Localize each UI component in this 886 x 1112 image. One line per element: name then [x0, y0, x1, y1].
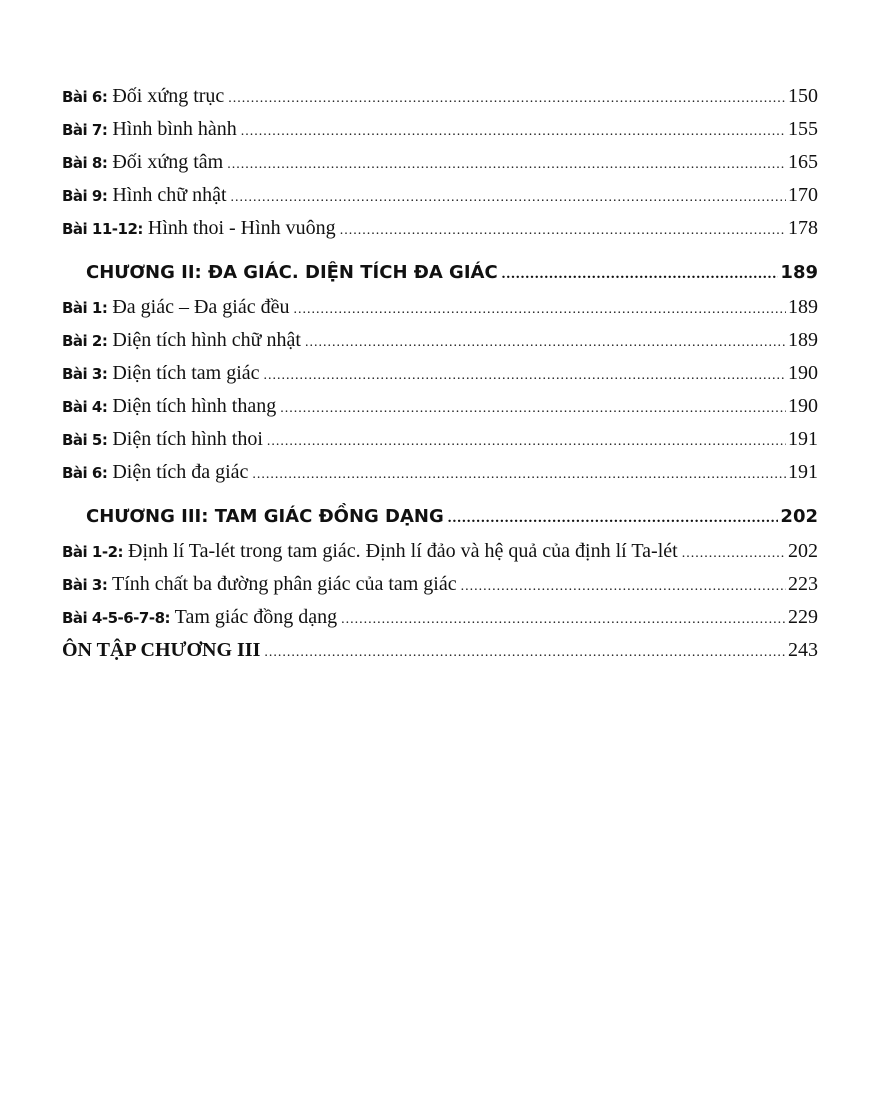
dot-leader	[231, 181, 786, 214]
page-number: 189	[780, 262, 818, 283]
page-number: 178	[788, 217, 818, 239]
lesson-number: Bài 3:	[62, 365, 108, 383]
lesson-number: Bài 1:	[62, 299, 108, 317]
toc-entry[interactable]	[62, 423, 818, 456]
lesson-title: Hình thoi - Hình vuông	[142, 217, 336, 239]
lesson-number: Bài 1-2:	[62, 543, 124, 561]
review-title: ÔN TẬP CHƯƠNG III	[62, 639, 261, 661]
page-number: 202	[788, 540, 818, 562]
lesson-number: Bài 9:	[62, 187, 108, 205]
toc-entry[interactable]	[62, 291, 818, 324]
toc-entry[interactable]	[62, 390, 818, 423]
dot-leader	[305, 326, 786, 359]
dot-leader	[340, 214, 786, 247]
entry-label	[62, 113, 237, 147]
lesson-title: Diện tích tam giác	[107, 362, 260, 384]
dot-leader	[264, 359, 786, 392]
lesson-number: Bài 4:	[62, 398, 108, 416]
page-number: 189	[788, 329, 818, 351]
toc-entry[interactable]	[62, 80, 818, 113]
entry-label	[62, 146, 223, 180]
toc-entry[interactable]	[62, 113, 818, 146]
page-number: 229	[788, 606, 818, 628]
dot-leader	[294, 293, 787, 326]
entry-label	[62, 179, 227, 213]
lesson-title: Diện tích đa giác	[107, 461, 249, 483]
toc-entry[interactable]	[62, 535, 818, 568]
entry-label	[62, 324, 301, 358]
entry-label	[62, 291, 290, 325]
toc-entry[interactable]	[62, 456, 818, 489]
page-number: 223	[788, 573, 818, 595]
toc-entry[interactable]	[62, 179, 818, 212]
lesson-number: Bài 7:	[62, 121, 108, 139]
page-number: 243	[788, 639, 818, 661]
lesson-title: Đối xứng trục	[107, 85, 225, 107]
page-number: 155	[788, 118, 818, 140]
toc-chapter-heading[interactable]	[62, 489, 818, 535]
entry-label	[62, 535, 678, 569]
dot-leader	[461, 570, 786, 603]
lesson-title: Hình bình hành	[107, 118, 237, 140]
dot-leader	[228, 82, 786, 115]
entry-label	[62, 212, 336, 246]
lesson-number: Bài 8:	[62, 154, 108, 172]
entry-label	[62, 568, 457, 602]
toc-entry[interactable]	[62, 212, 818, 245]
dot-leader	[267, 425, 786, 458]
lesson-number: Bài 4-5-6-7-8:	[62, 609, 171, 627]
lesson-number: Bài 6:	[62, 464, 108, 482]
page-number: 165	[788, 151, 818, 173]
page-number: 189	[788, 296, 818, 318]
dot-leader	[682, 537, 786, 570]
toc-entry[interactable]	[62, 568, 818, 601]
chapter-title: CHƯƠNG III: TAM GIÁC ĐỒNG DẠNG	[86, 506, 444, 527]
lesson-number: Bài 11-12:	[62, 220, 143, 238]
toc-entry[interactable]	[62, 146, 818, 179]
dot-leader	[241, 115, 786, 148]
toc-chapter-heading[interactable]	[62, 245, 818, 291]
entry-label	[62, 390, 276, 424]
lesson-title: Diện tích hình thoi	[107, 428, 263, 450]
entry-label	[62, 357, 260, 391]
entry-label	[62, 456, 248, 490]
lesson-title: Diện tích hình chữ nhật	[107, 329, 301, 351]
entry-label	[62, 423, 263, 457]
dot-leader	[341, 603, 786, 636]
lesson-title: Định lí Ta-lét trong tam giác. Định lí đảo và hệ quả của định lí Ta-lét	[123, 540, 678, 562]
toc-entry[interactable]	[62, 601, 818, 634]
entry-label	[62, 601, 337, 635]
toc-entry[interactable]	[62, 324, 818, 357]
entry-label	[62, 80, 224, 114]
page-number: 202	[780, 506, 818, 527]
chapter-title: CHƯƠNG II: ĐA GIÁC. DIỆN TÍCH ĐA GIÁC	[86, 262, 498, 283]
toc-entry[interactable]	[62, 357, 818, 390]
page-number: 190	[788, 362, 818, 384]
lesson-number: Bài 5:	[62, 431, 108, 449]
page-number: 191	[788, 428, 818, 450]
lesson-title: Hình chữ nhật	[107, 184, 227, 206]
lesson-title: Tam giác đồng dạng	[170, 606, 338, 628]
dot-leader	[252, 458, 786, 491]
page-number: 150	[788, 85, 818, 107]
toc-review-entry[interactable]	[62, 634, 818, 667]
lesson-number: Bài 2:	[62, 332, 108, 350]
lesson-title: Tính chất ba đường phân giác của tam giác	[107, 573, 457, 595]
dot-leader	[264, 636, 786, 669]
lesson-number: Bài 3:	[62, 576, 108, 594]
dot-leader	[227, 148, 786, 181]
page-number: 191	[788, 461, 818, 483]
lesson-title: Đa giác – Đa giác đều	[107, 296, 290, 318]
table-of-contents	[62, 80, 818, 667]
lesson-title: Diện tích hình thang	[107, 395, 277, 417]
lesson-number: Bài 6:	[62, 88, 108, 106]
page-number: 170	[788, 184, 818, 206]
dot-leader	[280, 392, 786, 425]
lesson-title: Đối xứng tâm	[107, 151, 224, 173]
page-number: 190	[788, 395, 818, 417]
